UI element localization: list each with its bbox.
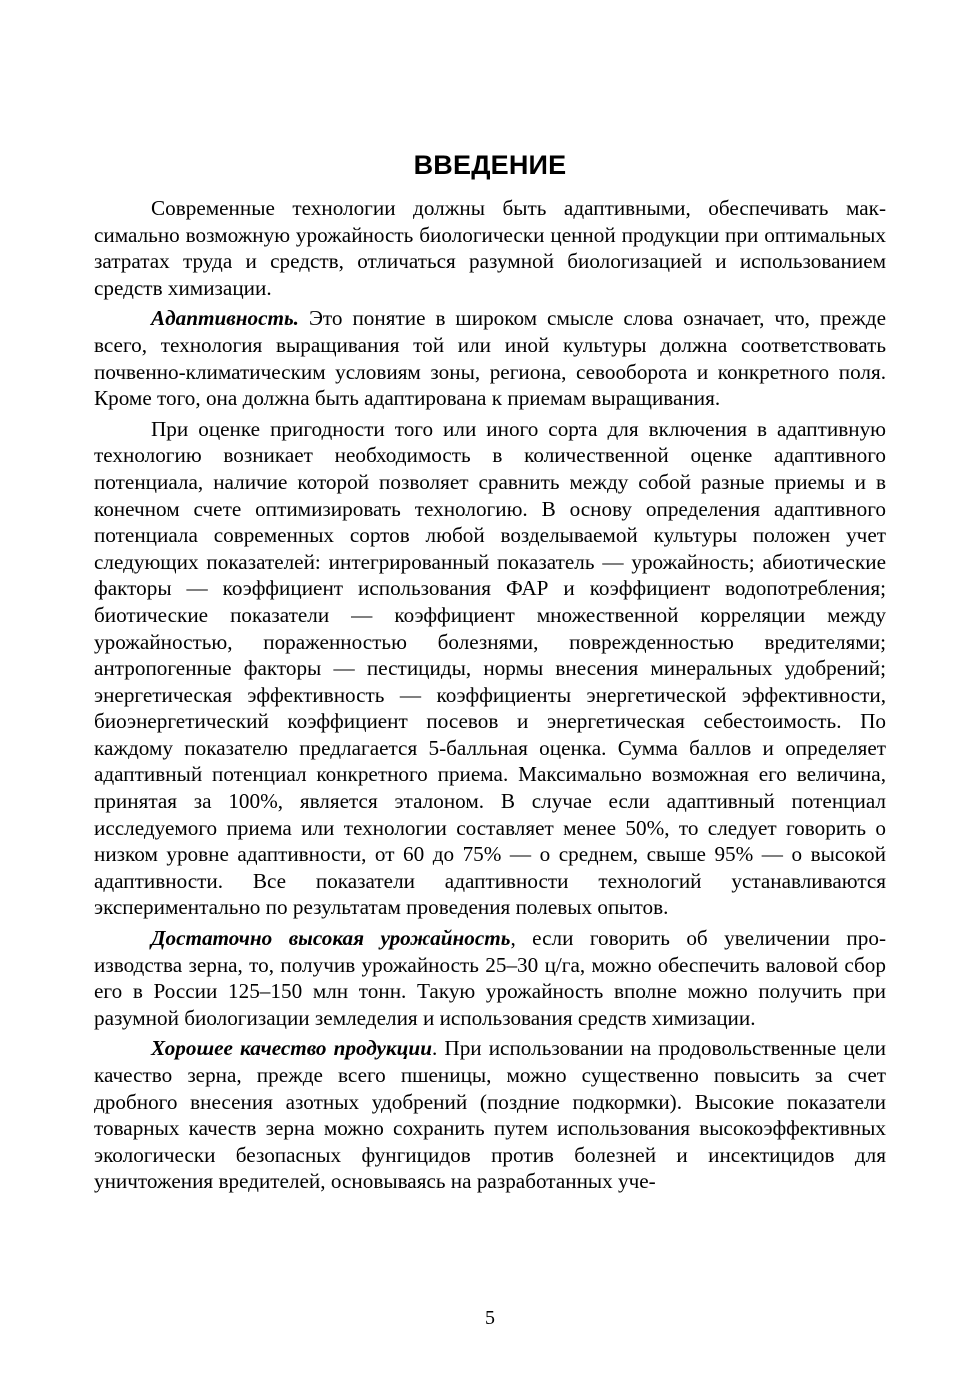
paragraph-text: При оценке пригодности того или иного сорта для включения в адаптивную технологию возникает необходимость в количественной оценке адаптивного потенциала, наличие которой позволяет сравнить между собой разные приемы и в конечном счете оптимизировать технологию. В основу определения адаптивного потенциала современных сортов любой возделываемой культуры положен учет следующих показателей: интегрированный показатель — урожайность; абиотические факторы — коэффициент использования ФАР и коэффициент водопотребления; биотические показатели — коэффициент множественной корреляции между урожайностью, пораженностью болезнями, поврежденностью вредителями; антропогенные факторы — пестициды, нормы внесения минеральных удобрений; энергетическая эффективность — коэффициенты энергетической эффективности, биоэнергетический коэффициент посевов и энергетическая себестоимость. По каждому показателю предлагается 5-балльная оценка. Сумма баллов и определяет адаптивный потенциал конкретного приема. Максимально возможная его величина, принятая за 100%, является эталоном. В случае если адаптивный потенциал исследуемого приема или технологии составляет менее 50%, то следует говорить о низком уровне адаптивности, от 60 до 75% — о среднем, свыше 95% — о высокой адаптивности. Все показатели адаптивности технологий устанавливаются экспериментально по результатам проведения полевых опытов.: [94, 416, 886, 920]
paragraph-term: Достаточно высокая урожайность: [151, 926, 511, 951]
paragraph-text: Современные технологии должны быть адаптивными, обеспечивать максимально возможную урожайность биологически ценной продукции при оптимальных затратах труда и средств, отличаться разумной биологизацией и использованием средств химизации.: [94, 196, 886, 300]
paragraph-term: Адаптивность.: [151, 306, 299, 331]
paragraph-text: . При использовании на продовольственные цели качество зерна, прежде всего пшеницы, можно существенно повысить за счет дробного внесения азотных удобрений (поздние подкормки). Высокие показатели товарных качеств зерна можно сохранить путем использования высокоэффективных экологически безопасных фунгицидов против болезней и инсектицидов для уничтожения вредителей, основываясь на разработанных уче-: [94, 1036, 886, 1194]
paragraph-adaptivity: [94, 305, 886, 411]
page-number: 5: [485, 1307, 495, 1329]
page-title: ВВЕДЕНИЕ: [413, 150, 567, 180]
paragraph-term: Хорошее качество продукции: [151, 1036, 432, 1061]
paragraph-quality: [94, 1035, 886, 1195]
document-page: [94, 150, 886, 1199]
paragraph-intro: [94, 195, 886, 301]
paragraph-text: Это понятие в широком смысле слова означает, что, прежде всего, технология выращивания той или иной культуры должна соответствовать почвенно-климатическим условиям зоны, региона, севооборота и конкретного поля. Кроме того, она должна быть адаптирована к приемам выращивания.: [94, 306, 886, 411]
paragraph-text: , если говорить об увеличении производства зерна, то, получив урожайность 25–30 ц/га, можно обеспечить валовой сбор его в России 125–150 млн тонн. Такую урожайность вполне можно получить при разумной биологизации земледелия и использования средств химизации.: [94, 926, 886, 1030]
paragraph-adaptive-potential: [94, 416, 886, 921]
paragraph-yield: [94, 925, 886, 1031]
